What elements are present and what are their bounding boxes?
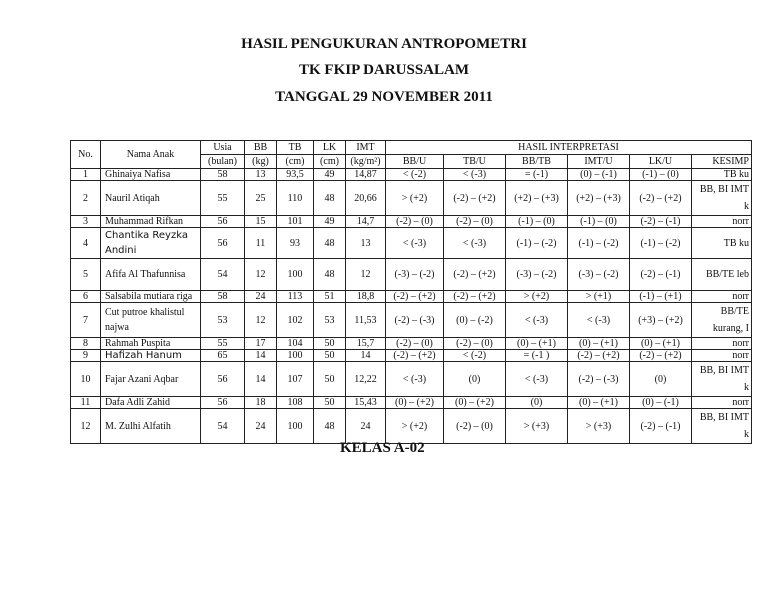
cell-imt: 12,22 [346, 362, 386, 397]
cell-lku: (-2) – (-1) [630, 259, 692, 291]
cell-kesimpulan: norr [692, 291, 752, 303]
cell-imt: 13 [346, 228, 386, 259]
anthropometry-table [70, 140, 752, 444]
cell-usia: 54 [201, 409, 245, 444]
cell-bbu: (-2) – (0) [386, 216, 444, 228]
cell-kesimpulan: BB, BI IMT k [692, 409, 752, 444]
table-row [71, 259, 752, 291]
cell-no: 8 [71, 338, 101, 350]
col-unit-bb: (kg) [245, 155, 277, 169]
cell-tbu: < (-3) [444, 169, 506, 181]
cell-bbtb: (-1) – (0) [506, 216, 568, 228]
cell-tbu: (0) [444, 362, 506, 397]
cell-imtu: (-1) – (-2) [568, 228, 630, 259]
cell-nama: Afifa Al Thafunnisa [101, 259, 201, 291]
col-unit-imt: (kg/m²) [346, 155, 386, 169]
cell-no: 4 [71, 228, 101, 259]
cell-nama: Hafizah Hanum [101, 350, 201, 362]
table-row [71, 216, 752, 228]
cell-nama: Salsabila mutiara riga [101, 291, 201, 303]
cell-usia: 56 [201, 397, 245, 409]
cell-tb: 100 [277, 350, 314, 362]
class-label: KELAS A-02 [340, 440, 425, 456]
cell-bbtb: (+2) – (+3) [506, 181, 568, 216]
cell-usia: 58 [201, 169, 245, 181]
cell-bbtb: (-3) – (-2) [506, 259, 568, 291]
cell-bbtb: = (-1 ) [506, 350, 568, 362]
cell-nama: Rahmah Puspita [101, 338, 201, 350]
cell-kesimpulan: BB, BI IMT k [692, 181, 752, 216]
cell-imt: 14 [346, 350, 386, 362]
cell-lku: (-2) – (+2) [630, 181, 692, 216]
cell-tbu: < (-3) [444, 228, 506, 259]
cell-usia: 55 [201, 338, 245, 350]
cell-kesimpulan: TB ku [692, 228, 752, 259]
cell-tbu: (-2) – (+2) [444, 181, 506, 216]
cell-tbu: (0) – (-2) [444, 303, 506, 338]
table-row [71, 303, 752, 338]
cell-no: 5 [71, 259, 101, 291]
cell-bbu: < (-3) [386, 362, 444, 397]
table-row [71, 362, 752, 397]
cell-lk: 51 [314, 291, 346, 303]
title-line-1: HASIL PENGUKURAN ANTROPOMETRI [241, 36, 527, 52]
cell-tb: 100 [277, 409, 314, 444]
cell-no: 9 [71, 350, 101, 362]
cell-kesimpulan: BB, BI IMT k [692, 362, 752, 397]
cell-bbu: (-2) – (+2) [386, 350, 444, 362]
cell-usia: 55 [201, 181, 245, 216]
cell-bb: 17 [245, 338, 277, 350]
cell-nama: Ghinaiya Nafisa [101, 169, 201, 181]
cell-lku: (-1) – (-2) [630, 228, 692, 259]
cell-imt: 20,66 [346, 181, 386, 216]
col-header-bbtb: BB/TB [506, 155, 568, 169]
cell-imt: 14,87 [346, 169, 386, 181]
cell-tb: 113 [277, 291, 314, 303]
cell-lk: 49 [314, 169, 346, 181]
table-row [71, 228, 752, 259]
cell-lku: (+3) – (+2) [630, 303, 692, 338]
cell-lku: (-2) – (-1) [630, 216, 692, 228]
col-header-tbu: TB/U [444, 155, 506, 169]
col-header-lku: LK/U [630, 155, 692, 169]
cell-tbu: (-2) – (+2) [444, 259, 506, 291]
cell-kesimpulan: norr [692, 350, 752, 362]
cell-imt: 24 [346, 409, 386, 444]
header-row-1 [71, 141, 752, 155]
cell-nama: Muhammad Rifkan [101, 216, 201, 228]
cell-tb: 110 [277, 181, 314, 216]
col-header-usia: Usia [201, 141, 245, 155]
cell-bbtb: (0) [506, 397, 568, 409]
cell-kesimpulan: norr [692, 397, 752, 409]
cell-usia: 56 [201, 362, 245, 397]
cell-bbu: < (-2) [386, 169, 444, 181]
cell-bbtb: < (-3) [506, 303, 568, 338]
cell-imtu: (-3) – (-2) [568, 259, 630, 291]
cell-nama: Nauril Atiqah [101, 181, 201, 216]
cell-imt: 18,8 [346, 291, 386, 303]
cell-imtu: (-1) – (0) [568, 216, 630, 228]
cell-bb: 25 [245, 181, 277, 216]
cell-usia: 58 [201, 291, 245, 303]
title-line-2: TK FKIP DARUSSALAM [298, 62, 470, 78]
cell-bb: 14 [245, 362, 277, 397]
cell-imtu: (+2) – (+3) [568, 181, 630, 216]
cell-bbtb: = (-1) [506, 169, 568, 181]
cell-bb: 11 [245, 228, 277, 259]
cell-tb: 104 [277, 338, 314, 350]
cell-tbu: (-2) – (0) [444, 409, 506, 444]
cell-lku: (-1) – (0) [630, 169, 692, 181]
cell-bb: 13 [245, 169, 277, 181]
cell-usia: 65 [201, 350, 245, 362]
cell-lk: 48 [314, 409, 346, 444]
col-header-imt: IMT [346, 141, 386, 155]
cell-lku: (-1) – (+1) [630, 291, 692, 303]
col-header-bb: BB [245, 141, 277, 155]
cell-bbu: (0) – (+2) [386, 397, 444, 409]
table-row [71, 181, 752, 216]
cell-bbu: > (+2) [386, 409, 444, 444]
cell-no: 3 [71, 216, 101, 228]
table-row [71, 169, 752, 181]
cell-bbu: < (-3) [386, 228, 444, 259]
cell-tbu: (-2) – (+2) [444, 291, 506, 303]
col-unit-usia: (bulan) [201, 155, 245, 169]
cell-no: 11 [71, 397, 101, 409]
cell-no: 10 [71, 362, 101, 397]
col-header-no: No. [71, 141, 101, 169]
cell-nama: M. Zulhi Alfatih [101, 409, 201, 444]
cell-no: 1 [71, 169, 101, 181]
table-row [71, 397, 752, 409]
cell-bb: 18 [245, 397, 277, 409]
cell-bb: 24 [245, 291, 277, 303]
cell-imt: 12 [346, 259, 386, 291]
cell-lk: 50 [314, 350, 346, 362]
cell-bbtb: > (+2) [506, 291, 568, 303]
cell-nama: Chantika Reyzka Andini [101, 228, 201, 259]
cell-bbtb: (-1) – (-2) [506, 228, 568, 259]
col-header-kesimpulan: KESIMP [692, 155, 752, 169]
cell-tb: 108 [277, 397, 314, 409]
cell-imt: 15,43 [346, 397, 386, 409]
col-unit-lk: (cm) [314, 155, 346, 169]
cell-bbu: (-2) – (+2) [386, 291, 444, 303]
cell-tbu: < (-2) [444, 350, 506, 362]
cell-lk: 50 [314, 397, 346, 409]
cell-bb: 24 [245, 409, 277, 444]
cell-tb: 100 [277, 259, 314, 291]
col-unit-tb: (cm) [277, 155, 314, 169]
cell-imtu: (0) – (+1) [568, 397, 630, 409]
cell-imtu: > (+3) [568, 409, 630, 444]
cell-usia: 54 [201, 259, 245, 291]
table-row [71, 291, 752, 303]
col-header-hasil: HASIL INTERPRETASI [386, 141, 752, 155]
cell-bbtb: (0) – (+1) [506, 338, 568, 350]
cell-nama: Dafa Adli Zahid [101, 397, 201, 409]
cell-bbu: (-2) – (0) [386, 338, 444, 350]
table-row [71, 409, 752, 444]
cell-bb: 14 [245, 350, 277, 362]
cell-kesimpulan: BB/TE kurang, I [692, 303, 752, 338]
cell-tb: 107 [277, 362, 314, 397]
col-header-tb: TB [277, 141, 314, 155]
cell-lk: 49 [314, 216, 346, 228]
table-row [71, 338, 752, 350]
cell-bbtb: > (+3) [506, 409, 568, 444]
cell-lku: (-2) – (+2) [630, 350, 692, 362]
cell-imt: 11,53 [346, 303, 386, 338]
cell-usia: 53 [201, 303, 245, 338]
col-header-lk: LK [314, 141, 346, 155]
cell-tbu: (-2) – (0) [444, 216, 506, 228]
cell-lku: (0) [630, 362, 692, 397]
cell-lku: (-2) – (-1) [630, 409, 692, 444]
cell-bb: 12 [245, 303, 277, 338]
cell-nama: Fajar Azani Aqbar [101, 362, 201, 397]
cell-imt: 14,7 [346, 216, 386, 228]
cell-imtu: (0) – (+1) [568, 338, 630, 350]
table-row [71, 350, 752, 362]
cell-usia: 56 [201, 216, 245, 228]
cell-usia: 56 [201, 228, 245, 259]
cell-bbu: (-2) – (-3) [386, 303, 444, 338]
cell-bbu: (-3) – (-2) [386, 259, 444, 291]
cell-lk: 48 [314, 259, 346, 291]
cell-lk: 50 [314, 338, 346, 350]
cell-imtu: (0) – (-1) [568, 169, 630, 181]
col-header-imtu: IMT/U [568, 155, 630, 169]
cell-bbtb: < (-3) [506, 362, 568, 397]
cell-tb: 102 [277, 303, 314, 338]
cell-lk: 48 [314, 181, 346, 216]
cell-imt: 15,7 [346, 338, 386, 350]
cell-lk: 48 [314, 228, 346, 259]
cell-kesimpulan: norr [692, 338, 752, 350]
title-line-3: TANGGAL 29 NOVEMBER 2011 [275, 89, 493, 105]
cell-bbu: > (+2) [386, 181, 444, 216]
cell-kesimpulan: TB ku [692, 169, 752, 181]
cell-no: 2 [71, 181, 101, 216]
cell-no: 12 [71, 409, 101, 444]
cell-bb: 12 [245, 259, 277, 291]
cell-imtu: < (-3) [568, 303, 630, 338]
cell-kesimpulan: norr [692, 216, 752, 228]
cell-tb: 93,5 [277, 169, 314, 181]
col-header-nama: Nama Anak [101, 141, 201, 169]
cell-tbu: (0) – (+2) [444, 397, 506, 409]
cell-tb: 93 [277, 228, 314, 259]
cell-lku: (0) – (-1) [630, 397, 692, 409]
col-header-bbu: BB/U [386, 155, 444, 169]
cell-kesimpulan: BB/TE leb [692, 259, 752, 291]
cell-bb: 15 [245, 216, 277, 228]
cell-lk: 50 [314, 362, 346, 397]
cell-tb: 101 [277, 216, 314, 228]
cell-nama: Cut putroe khalistul najwa [101, 303, 201, 338]
cell-no: 7 [71, 303, 101, 338]
cell-imtu: (-2) – (-3) [568, 362, 630, 397]
cell-tbu: (-2) – (0) [444, 338, 506, 350]
cell-lk: 53 [314, 303, 346, 338]
cell-imtu: (-2) – (+2) [568, 350, 630, 362]
cell-imtu: > (+1) [568, 291, 630, 303]
cell-lku: (0) – (+1) [630, 338, 692, 350]
cell-no: 6 [71, 291, 101, 303]
